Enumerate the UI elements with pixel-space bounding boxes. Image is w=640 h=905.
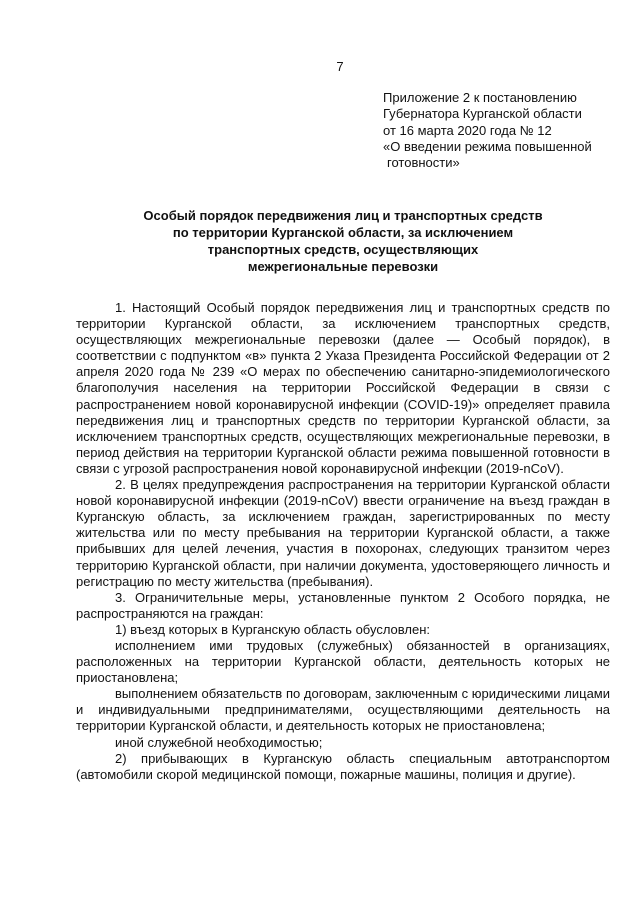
appendix-line: Приложение 2 к постановлению	[383, 90, 577, 105]
appendix-line: от 16 марта 2020 года № 12	[383, 122, 552, 138]
appendix-line: «О введении режима повышенной	[383, 138, 592, 154]
title-line: межрегиональные перевозки	[247, 259, 439, 274]
page-number: 7	[336, 59, 344, 74]
paragraph-3-1: 1) въезд которых в Курганскую область обусловлен:	[115, 621, 430, 637]
paragraph-3-1-c: иной служебной необходимостью;	[115, 734, 323, 750]
document-title	[76, 207, 610, 275]
paragraph-3-1-b: выполнением обязательств по договорам, заключенным с юридическими лицами и индивидуальными предпринимателями, осуществляющими деятельность на территории Курганской области, и деятельность которых не приостановлена;	[76, 686, 610, 734]
paragraph-1: 1. Настоящий Особый порядок передвижения лиц и транспортных средств по территории Курганской области, за исключением транспортных средств, осуществляющих межрегиональные перевозки (далее — Особый порядок), в соответствии с подпунктом «в» пункта 2 Указа Президента Российской Федерации от 2 апреля 2020 года № 239 «О мерах по обеспечению санитарно-эпидемиологического благополучия населения на территории Российской Федерации в связи с распространением новой коронавирусной инфекции (COVID-19)» определяет правила передвижения лиц и транспортных средств по территории Курганской области, за исключением транспортных средств, осуществляющих межрегиональные перевозки, в период действия на территории Курганской области режима повышенной готовности в связи с угрозой распространения новой коронавирусной инфекции (2019-nCoV).	[76, 300, 610, 476]
title-line: Особый порядок передвижения лиц и транспортных средств	[143, 208, 543, 223]
paragraph-3: 3. Ограничительные меры, установленные пунктом 2 Особого порядка, не распространяются на граждан:	[76, 589, 610, 621]
paragraph-2: 2. В целях предупреждения распространения на территории Курганской области новой коронавирусной инфекции (2019-nCoV) ввести ограничение на въезд граждан в Курганскую область, за исключением граждан, зарегистрированных по месту жительства или по месту пребывания на территории Курганской области, а также прибывших для целей лечения, участия в похоронах, следующих транзитом через территорию Курганской области, при наличии документа, удостоверяющего личность и регистрацию по месту жительства (пребывания).	[76, 477, 610, 589]
appendix-line: готовности»	[387, 155, 460, 171]
paragraph-3-1-a: исполнением ими трудовых (служебных) обязанностей в организациях, расположенных на территории Курганской области, деятельность которых не приостановлена;	[76, 637, 610, 686]
title-line: по территории Курганской области, за исключением	[172, 225, 514, 240]
document-body	[76, 300, 610, 783]
appendix-line: Губернатора Курганской области	[383, 106, 582, 122]
appendix-header	[383, 90, 633, 171]
title-line: транспортных средств, осуществляющих	[207, 242, 479, 257]
paragraph-3-2: 2) прибывающих в Курганскую область специальным автотранспортом (автомобили скорой медицинской помощи, пожарные машины, полиция и другие).	[76, 750, 610, 782]
